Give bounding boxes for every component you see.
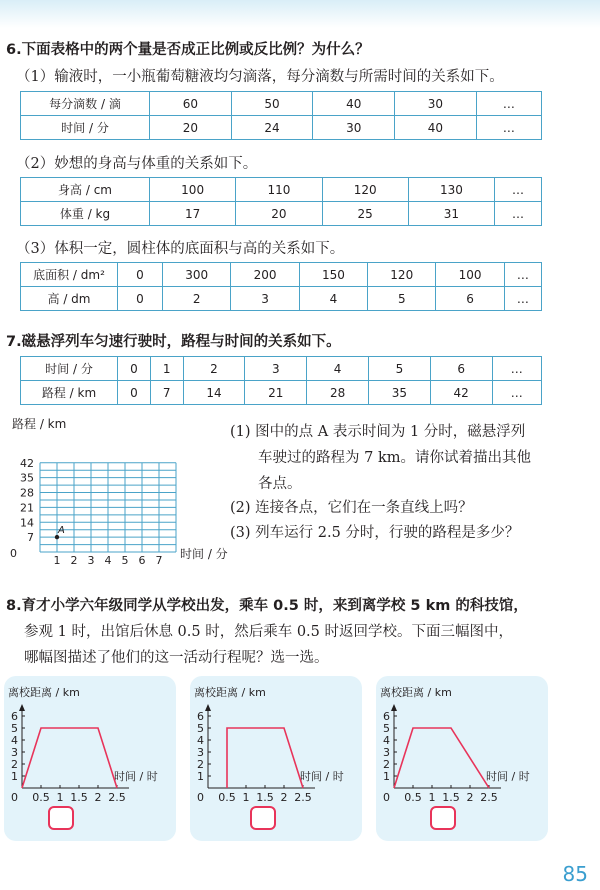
page-number: 85: [562, 862, 588, 886]
y-tick-label: 14: [20, 516, 34, 530]
q7-question-1c: 各点。: [258, 476, 302, 492]
table-cell: …: [492, 357, 541, 381]
graph-b-svg: [190, 676, 362, 841]
x-tick-label: 1.5: [442, 791, 460, 804]
y-tick-label: 5: [11, 722, 18, 735]
y-tick-label: 2: [197, 758, 204, 771]
table-row: [21, 116, 542, 140]
table-cell: 高 / dm: [21, 287, 118, 311]
q7-xlabel: 时间 / 分: [180, 547, 228, 561]
table-cell: 130: [408, 178, 494, 202]
x-tick-label: 0.5: [218, 791, 236, 804]
y-tick-label: 2: [11, 758, 18, 771]
y-tick-label: 3: [11, 746, 18, 759]
table-cell: 21: [245, 381, 307, 405]
y-tick-label: 1: [383, 770, 390, 783]
q8-line-2: 参观 1 时，出馆后休息 0.5 时，然后乘车 0.5 时返回学校。下面三幅图中，: [24, 624, 513, 640]
y-tick-label: 21: [20, 501, 34, 515]
y-tick-label: 2: [383, 758, 390, 771]
table-cell: 200: [231, 263, 299, 287]
table-cell: 6: [436, 287, 504, 311]
origin-label: 0: [11, 791, 18, 804]
graph-xlabel: 时间 / 时: [486, 770, 530, 783]
table-cell: …: [504, 263, 541, 287]
x-tick-label: 5: [121, 554, 129, 567]
y-tick-label: 1: [197, 770, 204, 783]
q8-card-b: [190, 676, 362, 841]
table-cell: 42: [430, 381, 492, 405]
table-cell: 2: [163, 287, 231, 311]
table-cell: 31: [408, 202, 494, 226]
y-tick-label: 6: [11, 710, 18, 723]
x-tick-label: 1: [53, 554, 61, 567]
table-cell: 0: [118, 263, 163, 287]
table-cell: 50: [231, 92, 313, 116]
table-cell: 300: [163, 263, 231, 287]
y-tick-label: 42: [20, 456, 34, 470]
answer-box-b[interactable]: [250, 806, 276, 830]
q6-title: 6.下面表格中的两个量是否成正比例或反比例？为什么？: [6, 42, 370, 58]
graph-c-line: [394, 728, 489, 788]
table-cell: 25: [322, 202, 408, 226]
q7-title: 7.磁悬浮列车匀速行驶时，路程与时间的关系如下。: [6, 334, 341, 350]
table-cell: 底面积 / dm²: [21, 263, 118, 287]
x-tick-label: 2.5: [480, 791, 498, 804]
table-cell: …: [495, 178, 542, 202]
answer-box-a[interactable]: [48, 806, 74, 830]
q6-table3: [20, 262, 542, 311]
x-tick-label: 1: [428, 791, 436, 804]
q7-question-3: (3) 列车运行 2.5 分时，行驶的路程是多少？: [230, 525, 520, 541]
q7-question-1a: (1) 图中的点 A 表示时间为 1 分时，磁悬浮列: [230, 424, 526, 440]
table-cell: 28: [307, 381, 369, 405]
y-axis-arrow: [391, 704, 397, 711]
y-tick-label: 5: [383, 722, 390, 735]
graph-ylabel: 离校距离 / km: [194, 686, 266, 699]
x-tick-label: 3: [87, 554, 95, 567]
table-cell: 3: [231, 287, 299, 311]
answer-box-c[interactable]: [430, 806, 456, 830]
q7-question-1b: 车驶过的路程为 7 km。请你试着描出其他: [258, 450, 531, 466]
q7-question-2: (2) 连接各点，它们在一条直线上吗？: [230, 500, 473, 516]
q7-graph: [0, 412, 240, 567]
table-cell: …: [476, 92, 541, 116]
graph-ylabel: 离校距离 / km: [8, 686, 80, 699]
graph-ylabel: 离校距离 / km: [380, 686, 452, 699]
table-row: [21, 381, 542, 405]
q6-sub2: （2）妙想的身高与体重的关系如下。: [16, 156, 258, 172]
q6-table1: [20, 91, 542, 140]
table-row: [21, 263, 542, 287]
q8-line-1: 8.育才小学六年级同学从学校出发，乘车 0.5 时，来到离学校 5 km 的科技馆，: [6, 598, 528, 614]
table-cell: 4: [307, 357, 369, 381]
top-band: [0, 0, 600, 28]
table-cell: 17: [150, 202, 236, 226]
x-tick-label: 1.5: [256, 791, 274, 804]
x-tick-label: 2: [70, 554, 78, 567]
table-cell: …: [476, 116, 541, 140]
q7-origin: 0: [10, 547, 17, 560]
table-cell: 40: [395, 116, 477, 140]
table-cell: 30: [395, 92, 477, 116]
y-tick-label: 6: [383, 710, 390, 723]
x-tick-label: 7: [155, 554, 163, 567]
table-cell: 0: [118, 381, 151, 405]
table-cell: 2: [183, 357, 245, 381]
y-tick-label: 3: [383, 746, 390, 759]
table-cell: 路程 / km: [21, 381, 118, 405]
table-cell: 身高 / cm: [21, 178, 150, 202]
table-row: [21, 357, 542, 381]
y-tick-label: 6: [197, 710, 204, 723]
table-cell: …: [492, 381, 541, 405]
table-cell: 时间 / 分: [21, 116, 150, 140]
table-cell: 7: [150, 381, 183, 405]
y-tick-label: 35: [20, 471, 34, 485]
table-cell: 60: [150, 92, 232, 116]
q8-card-c: [376, 676, 548, 841]
table-cell: 100: [150, 178, 236, 202]
table-cell: 20: [150, 116, 232, 140]
y-tick-label: 28: [20, 486, 34, 500]
y-tick-label: 4: [383, 734, 390, 747]
table-cell: 150: [299, 263, 367, 287]
table-cell: 14: [183, 381, 245, 405]
table-cell: 5: [368, 357, 430, 381]
y-tick-label: 5: [197, 722, 204, 735]
table-row: [21, 92, 542, 116]
x-tick-label: 2: [466, 791, 474, 804]
table-cell: …: [495, 202, 542, 226]
y-tick-label: 4: [11, 734, 18, 747]
y-tick-label: 7: [27, 531, 34, 545]
q7-grid: [40, 463, 176, 552]
table-cell: 100: [436, 263, 504, 287]
graph-a-line: [22, 728, 117, 788]
table-cell: 4: [299, 287, 367, 311]
table-cell: 24: [231, 116, 313, 140]
table-row: [21, 202, 542, 226]
y-tick-label: 4: [197, 734, 204, 747]
q8-line-3: 哪幅图描述了他们的这一活动行程呢？选一选。: [24, 650, 329, 666]
x-tick-label: 0.5: [404, 791, 422, 804]
table-cell: 35: [368, 381, 430, 405]
q6-sub3: （3）体积一定，圆柱体的底面积与高的关系如下。: [16, 241, 345, 257]
table-cell: 0: [118, 287, 163, 311]
x-tick-label: 4: [104, 554, 112, 567]
y-axis-arrow: [205, 704, 211, 711]
q6-table2: [20, 177, 542, 226]
table-cell: 30: [313, 116, 395, 140]
table-row: [21, 178, 542, 202]
table-cell: 110: [236, 178, 322, 202]
x-tick-label: 2: [280, 791, 288, 804]
table-cell: 1: [150, 357, 183, 381]
q8-card-a: [4, 676, 176, 841]
table-cell: 120: [322, 178, 408, 202]
x-tick-label: 0.5: [32, 791, 50, 804]
table-cell: 120: [368, 263, 436, 287]
table-cell: 每分滴数 / 滴: [21, 92, 150, 116]
x-tick-label: 2: [94, 791, 102, 804]
q7-table: [20, 356, 542, 405]
table-cell: 体重 / kg: [21, 202, 150, 226]
q6-sub1: （1）输液时，一小瓶葡萄糖液均匀滴落，每分滴数与所需时间的关系如下。: [16, 69, 504, 85]
x-tick-label: 2.5: [108, 791, 126, 804]
table-cell: 0: [118, 357, 151, 381]
y-tick-label: 3: [197, 746, 204, 759]
point-a-label: A: [58, 525, 65, 537]
table-cell: 40: [313, 92, 395, 116]
y-tick-label: 1: [11, 770, 18, 783]
graph-xlabel: 时间 / 时: [300, 770, 344, 783]
q7-ylabel: 路程 / km: [12, 417, 67, 431]
x-tick-label: 1: [56, 791, 64, 804]
x-tick-label: 1.5: [70, 791, 88, 804]
graph-a-svg: [4, 676, 176, 841]
x-tick-label: 2.5: [294, 791, 312, 804]
table-cell: 20: [236, 202, 322, 226]
table-cell: …: [504, 287, 541, 311]
graph-b-line: [227, 728, 303, 788]
origin-label: 0: [383, 791, 390, 804]
graph-xlabel: 时间 / 时: [114, 770, 158, 783]
x-tick-label: 6: [138, 554, 146, 567]
table-row: [21, 287, 542, 311]
table-cell: 6: [430, 357, 492, 381]
table-cell: 3: [245, 357, 307, 381]
table-cell: 5: [368, 287, 436, 311]
table-cell: 时间 / 分: [21, 357, 118, 381]
x-tick-label: 1: [242, 791, 250, 804]
graph-c-svg: [376, 676, 548, 841]
y-axis-arrow: [19, 704, 25, 711]
origin-label: 0: [197, 791, 204, 804]
